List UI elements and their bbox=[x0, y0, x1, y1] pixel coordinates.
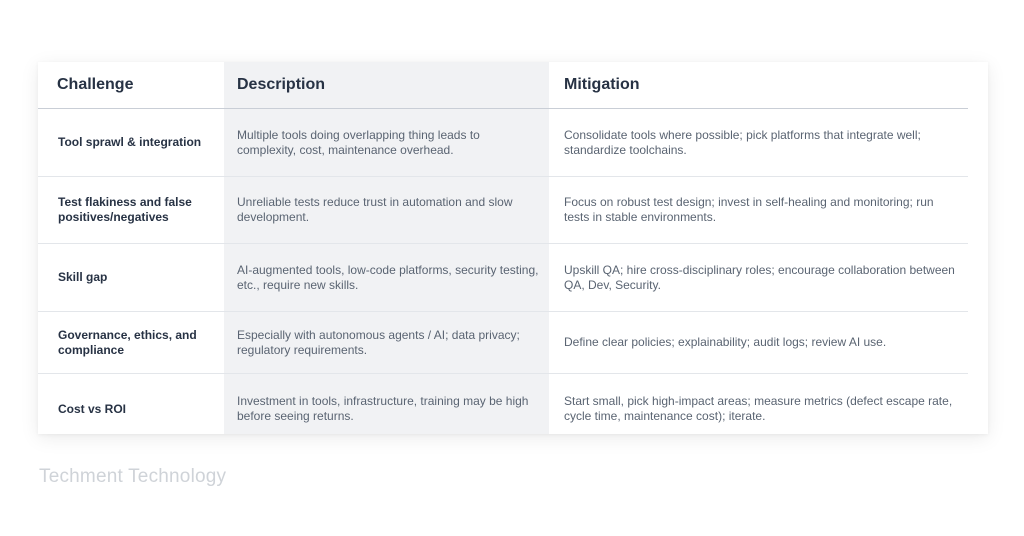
description-cell: Unreliable tests reduce trust in automation and slow development. bbox=[224, 177, 549, 244]
table-row bbox=[38, 312, 968, 374]
challenge-cell: Tool sprawl & integration bbox=[38, 109, 224, 177]
header-mitigation: Mitigation bbox=[549, 62, 968, 109]
description-cell: Investment in tools, infrastructure, training may be high before seeing returns. bbox=[237, 394, 529, 423]
challenge-cell: Skill gap bbox=[38, 244, 224, 312]
table-row bbox=[38, 374, 968, 445]
description-cell: Multiple tools doing overlapping thing leads to complexity, cost, maintenance overhead. bbox=[224, 109, 549, 177]
mitigation-cell: Upskill QA; hire cross-disciplinary roles; encourage collaboration between QA, Dev, Security. bbox=[549, 244, 968, 312]
challenge-cell: Cost vs ROI bbox=[58, 401, 127, 416]
description-cell: Especially with autonomous agents / AI; data privacy; regulatory requirements. bbox=[224, 312, 549, 374]
mitigation-cell: Define clear policies; explainability; audit logs; review AI use. bbox=[549, 312, 968, 374]
header-challenge: Challenge bbox=[38, 62, 224, 109]
table-header-row bbox=[38, 62, 968, 109]
table-row bbox=[38, 177, 968, 244]
challenge-cell: Governance, ethics, and compliance bbox=[38, 312, 224, 374]
challenges-table bbox=[38, 62, 968, 444]
brand-watermark: Techment Technology bbox=[39, 466, 227, 487]
mitigation-cell: Consolidate tools where possible; pick platforms that integrate well; standardize toolchains. bbox=[549, 109, 968, 177]
header-description: Description bbox=[224, 62, 549, 109]
description-cell: AI-augmented tools, low-code platforms, security testing, etc., require new skills. bbox=[224, 244, 549, 312]
mitigation-cell: Focus on robust test design; invest in self-healing and monitoring; run tests in stable environments. bbox=[549, 177, 968, 244]
challenges-table-card bbox=[38, 62, 988, 434]
challenge-cell: Test flakiness and false positives/negatives bbox=[38, 177, 224, 244]
mitigation-cell: Start small, pick high-impact areas; measure metrics (defect escape rate, cycle time, maintenance cost); iterate. bbox=[564, 394, 953, 423]
table-row bbox=[38, 244, 968, 312]
table-row bbox=[38, 109, 968, 177]
